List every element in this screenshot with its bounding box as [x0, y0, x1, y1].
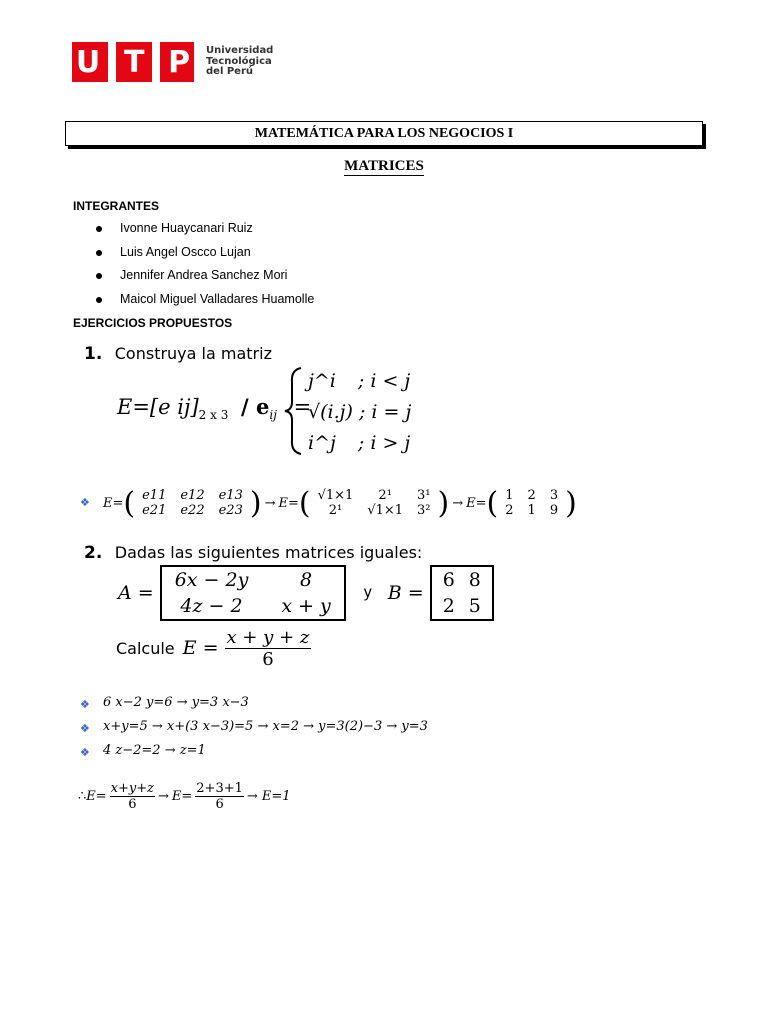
calculate-expression: Calcule E = $\frac{x + y + z}{6}$	[116, 626, 310, 670]
diamond-bullet-icon: ❖	[80, 747, 90, 759]
utp-logo	[72, 42, 273, 82]
matrix-definition-lhs: E=[e $ij]_{2 x 3} / e_{ij}$ =	[117, 394, 312, 423]
bullet-icon	[96, 226, 102, 232]
solution-step: x+y=5 → x+(3 x−3)=5 → x=2 → y=3(2)−3 → y=3	[103, 719, 428, 734]
member-name: Luis Angel Oscco Lujan	[120, 245, 251, 259]
conclusion: ∴ E= $\frac{x+y+z}{6}$ → E= $\frac{2+3+1}{6}$ → E=1	[78, 780, 291, 812]
diamond-bullet-icon: ❖	[80, 497, 90, 509]
fraction: $\frac{x + y + z}{6}$	[226, 626, 310, 670]
question-number: 1.	[84, 344, 103, 364]
course-title: MATEMÁTICA PARA LOS NEGOCIOS I	[65, 121, 703, 146]
member-name: Maicol Miguel Valladares Huamolle	[120, 292, 315, 306]
question-2-header	[84, 543, 422, 563]
matrix-b: 6 8 2 5	[430, 565, 494, 621]
case-row: j^i ; i < j	[308, 370, 411, 392]
logo-letter-u: U	[75, 44, 101, 80]
q1-solution: E= ( e11 e12 e13 e21 e22 e23 ) → E= ( √1×1 2¹ 3¹ 2¹ √1×1 3² ) → E= ( 1 2 3 2 1 9 )	[103, 485, 577, 521]
solution-step: 6 x−2 y=6 → y=3 x−3	[103, 695, 249, 710]
case-row: i^j ; i > j	[308, 432, 411, 454]
member-name: Jennifer Andrea Sanchez Mori	[120, 268, 288, 282]
fraction: $\frac{x+y+z}{6}$	[110, 780, 154, 812]
member-name: Ivonne Huaycanari Ruiz	[120, 221, 253, 235]
diamond-bullet-icon: ❖	[80, 699, 90, 711]
question-1-header	[84, 344, 272, 364]
matrix-a: 6x − 2y 8 4z − 2 x + y	[160, 565, 346, 621]
question-prompt: Construya la matriz	[114, 344, 272, 363]
bullet-icon	[96, 273, 102, 279]
matrix-equation: A = 6x − 2y 8 4z − 2 x + y y B = 6 8 2 5	[118, 566, 494, 620]
logo-letter-p: P	[168, 44, 191, 80]
bullet-icon	[96, 297, 102, 303]
logo-letter-t: T	[123, 44, 145, 80]
solution-step: 4 z−2=2 → z=1	[103, 743, 206, 758]
question-prompt: Dadas las siguientes matrices iguales:	[114, 543, 423, 562]
members-heading: INTEGRANTES	[73, 199, 160, 213]
topic-title: MATRICES	[344, 158, 424, 174]
piecewise-cases	[308, 366, 411, 459]
result-matrix: 1 2 3 2 1 9	[505, 488, 559, 518]
fraction: $\frac{2+3+1}{6}$	[196, 780, 243, 812]
logo-university-name: Universidad Tecnológica del Perú	[206, 45, 274, 78]
diamond-bullet-icon: ❖	[80, 723, 90, 735]
substituted-matrix: √1×1 2¹ 3¹ 2¹ √1×1 3²	[317, 488, 431, 518]
question-number: 2.	[84, 543, 103, 563]
generic-matrix: e11 e12 e13 e21 e22 e23	[142, 488, 243, 518]
bullet-icon	[96, 250, 102, 256]
logo-letters	[72, 42, 194, 82]
exercises-heading: EJERCICIOS PROPUESTOS	[73, 316, 233, 330]
case-row: √(i.j) ; i = j	[308, 401, 412, 423]
left-brace	[283, 366, 305, 456]
